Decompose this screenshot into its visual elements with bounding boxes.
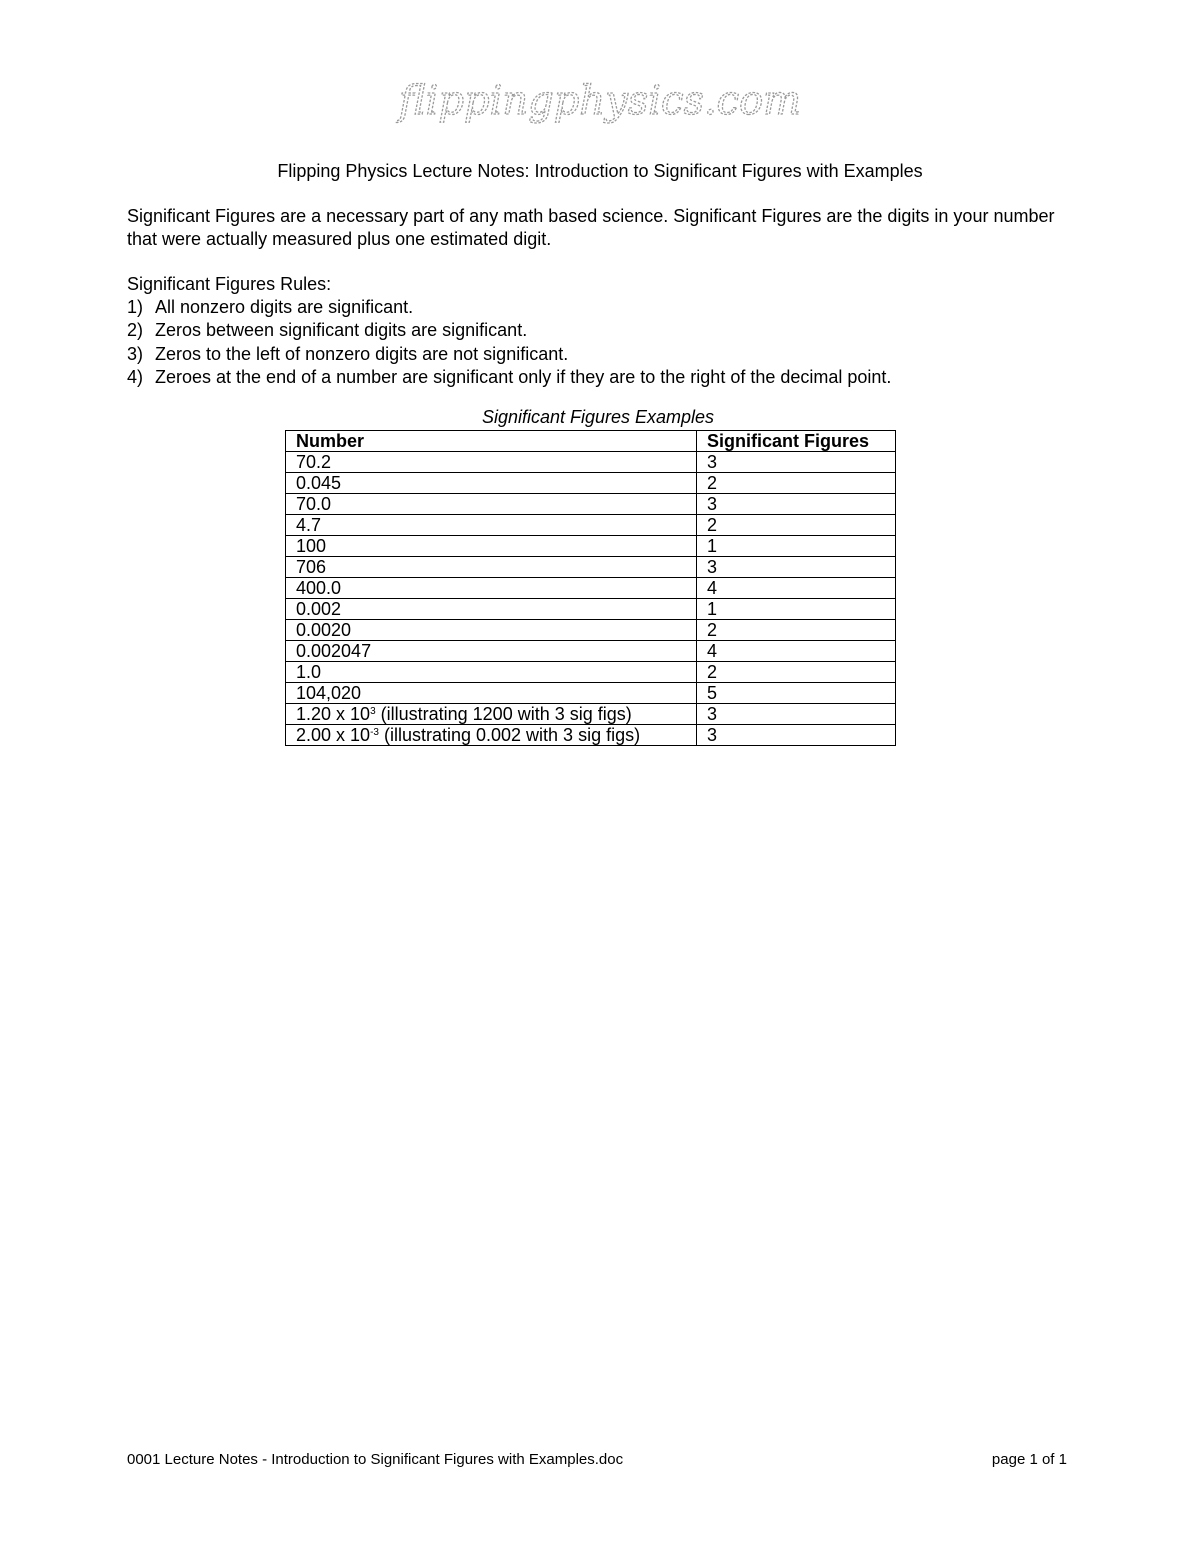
table-row: [286, 578, 896, 599]
number-base: 2.00 x 10: [296, 725, 371, 745]
sig-figs-cell: 3: [697, 725, 896, 746]
sig-figs-cell: 2: [697, 473, 896, 494]
rules-heading: Significant Figures Rules:: [127, 274, 332, 294]
table-row: [286, 599, 896, 620]
rule-item: [127, 296, 891, 319]
rule-text: Zeros to the left of nonzero digits are not significant.: [155, 343, 569, 364]
flippingphysics-wordmark-logo-icon: [398, 62, 802, 142]
table-row: [286, 725, 896, 746]
column-header-number: Number: [286, 431, 697, 452]
number-note: (illustrating 0.002 with 3 sig figs): [378, 725, 641, 745]
number-cell: 0.045: [286, 473, 697, 494]
number-cell: 1.0: [286, 662, 697, 683]
logo-text: flippingphysics.com: [398, 78, 802, 124]
column-header-sig-figs: Significant Figures: [697, 431, 896, 452]
number-cell: 400.0: [286, 578, 697, 599]
examples-table: [285, 430, 896, 746]
number-cell: 100: [286, 536, 697, 557]
number-cell: 104,020: [286, 683, 697, 704]
table-row: [286, 662, 896, 683]
rule-text: Zeroes at the end of a number are significant only if they are to the right of the decimal point.: [155, 366, 892, 387]
number-cell: [286, 725, 697, 746]
rule-item: [127, 319, 891, 342]
rule-text: All nonzero digits are significant.: [155, 297, 414, 317]
table-row: [286, 683, 896, 704]
rule-number: 4): [127, 366, 144, 387]
number-cell: [286, 704, 697, 725]
sig-figs-cell: 5: [697, 683, 896, 704]
page-title: Flipping Physics Lecture Notes: Introduction to Significant Figures with Examples: [277, 161, 923, 181]
table-row: [286, 536, 896, 557]
sig-figs-cell: 1: [697, 599, 896, 620]
intro-paragraph: Significant Figures are a necessary part of any math based science. Significant Figures are the digits in your number that were actually measured plus one estimated digit.: [127, 206, 1055, 249]
table-row: [286, 641, 896, 662]
sig-figs-cell: 3: [697, 494, 896, 515]
sig-figs-cell: 2: [697, 662, 896, 683]
rule-text: Zeros between significant digits are significant.: [155, 320, 528, 341]
sig-figs-cell: 4: [697, 578, 896, 599]
number-cell: 0.002047: [286, 641, 697, 662]
number-cell: 4.7: [286, 515, 697, 536]
sig-figs-cell: 1: [697, 536, 896, 557]
sig-figs-cell: 3: [697, 452, 896, 473]
number-cell: 0.002: [286, 599, 697, 620]
number-cell: 70.0: [286, 494, 697, 515]
number-base: 1.20 x 10: [296, 704, 371, 724]
sig-figs-cell: 2: [697, 515, 896, 536]
table-row: [286, 452, 896, 473]
number-exponent: -3: [370, 727, 379, 738]
number-exponent: 3: [370, 706, 376, 717]
table-row: [286, 494, 896, 515]
footer-page-number: page 1 of 1: [991, 1451, 1067, 1468]
table-row: [286, 515, 896, 536]
number-note: (illustrating 1200 with 3 sig figs): [375, 704, 632, 724]
sig-figs-cell: 2: [697, 620, 896, 641]
rule-item: [127, 343, 891, 366]
number-cell: 0.0020: [286, 620, 697, 641]
table-caption: Significant Figures Examples: [481, 407, 715, 427]
sig-figs-cell: 3: [697, 704, 896, 725]
rule-number: 1): [127, 297, 144, 317]
rule-number: 2): [127, 320, 144, 341]
table-row: [286, 704, 896, 725]
rule-item: [127, 366, 891, 389]
number-cell: 70.2: [286, 452, 697, 473]
sig-figs-cell: 4: [697, 641, 896, 662]
sig-figs-cell: 3: [697, 557, 896, 578]
rules-list: [127, 296, 891, 389]
table-row: [286, 473, 896, 494]
number-cell: 706: [286, 557, 697, 578]
rule-number: 3): [127, 343, 144, 364]
site-logo: [0, 62, 1200, 147]
table-row: [286, 557, 896, 578]
table-row: [286, 620, 896, 641]
table-header-row: [286, 431, 896, 452]
footer-filename: 0001 Lecture Notes - Introduction to Significant Figures with Examples.doc: [127, 1451, 624, 1468]
